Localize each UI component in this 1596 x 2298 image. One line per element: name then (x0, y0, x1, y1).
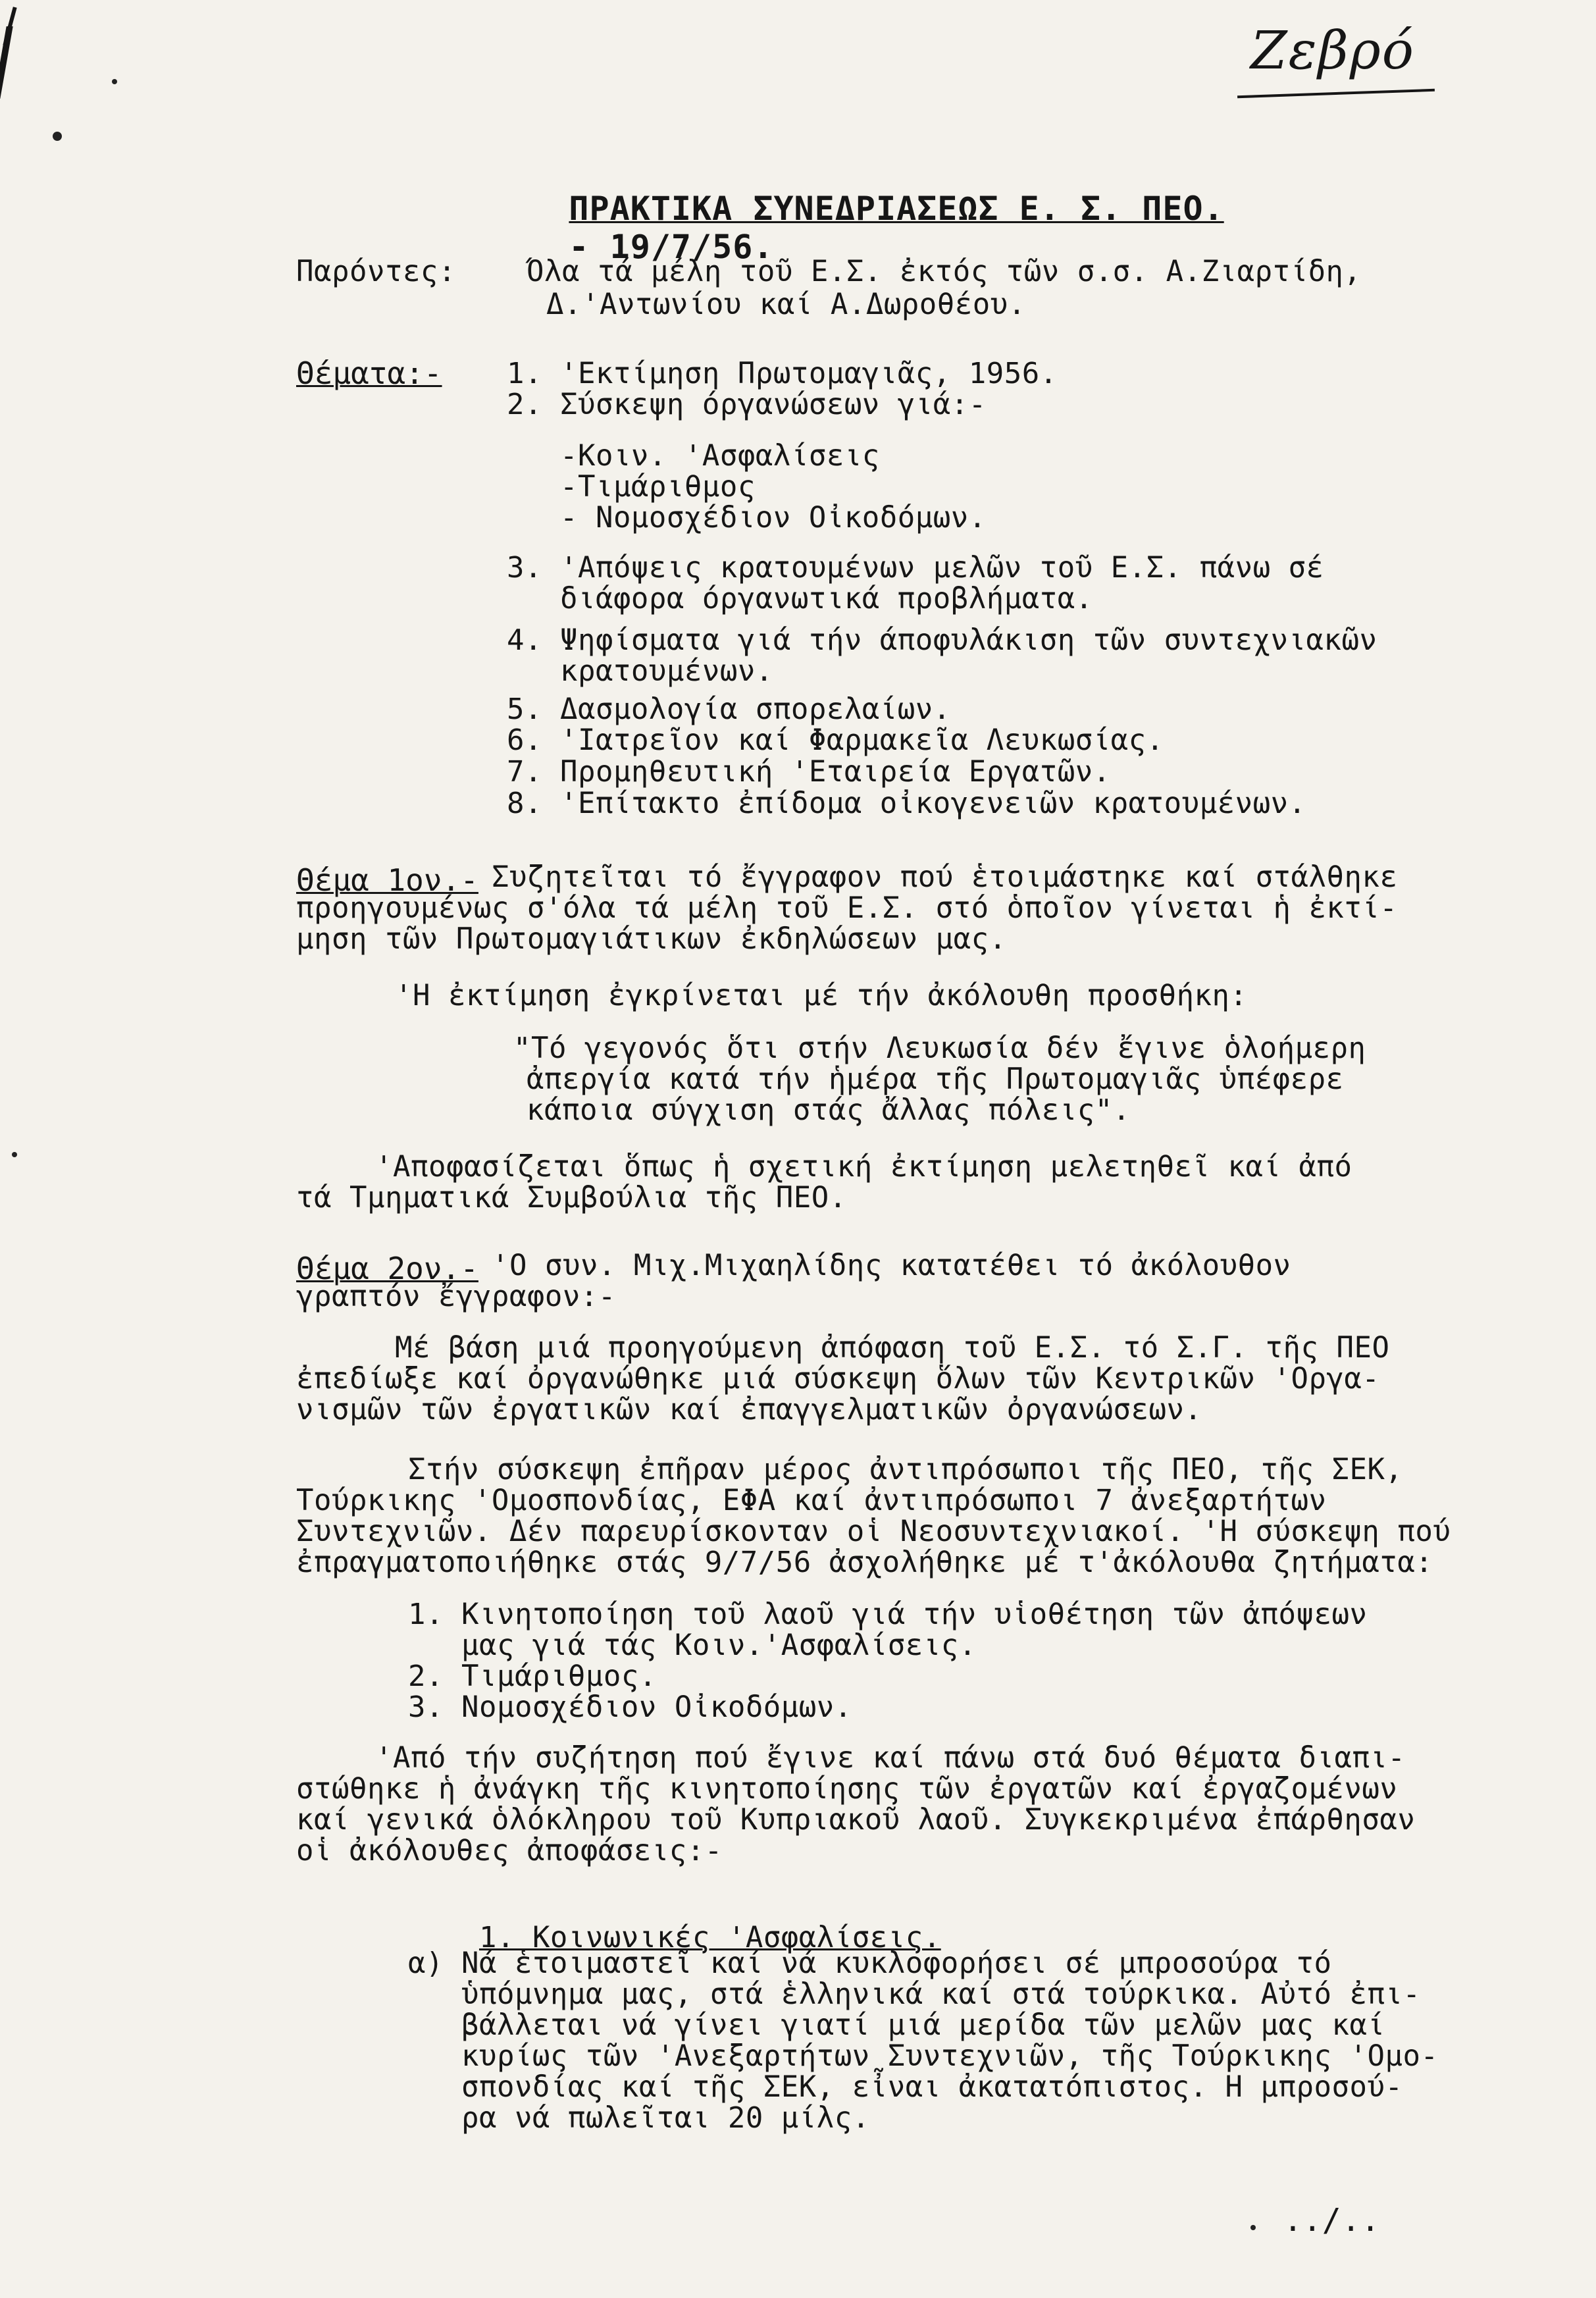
topic1-line: μηση τῶν Πρωτομαγιάτικων ἐκδηλώσεων μας. (296, 922, 1007, 956)
topic1-approval: 'Η ἐκτίμηση ἐγκρίνεται μέ τήν ἀκόλουθη προσθήκη: (395, 979, 1248, 1012)
topic2-list-item: 3. Νομοσχέδιον Οἰκοδόμων. (408, 1690, 852, 1724)
topic2-paragraph: οἱ ἀκόλουθες ἀποφάσεις:- (296, 1834, 723, 1867)
present-line-2: Δ.'Αντωνίου καί Α.Δωροθέου. (546, 288, 1026, 321)
topic-item: 5. Δασμολογία σπορελαίων. (507, 692, 951, 726)
topic-item: 6. 'Ιατρεῖον καί Φαρμακεῖα Λευκωσίας. (507, 723, 1164, 757)
scan-speck (12, 1152, 17, 1157)
title-text: ΠΡΑΚΤΙΚΑ ΣΥΝΕΔΡΙΑΣΕΩΣ Ε. Σ. ΠΕΟ. (569, 190, 1224, 228)
topic2-list-item: 1. Κινητοποίηση τοῦ λαοῦ γιά τήν υἱοθέτηση τῶν ἀπόψεων (408, 1598, 1368, 1631)
topic1-quote: ἀπεργία κατά τήν ἡμέρα τῆς Πρωτομαγιᾶς ὑπέφερε (527, 1062, 1344, 1096)
topic1-line: προηγουμένως σ'όλα τά μέλη τοῦ Ε.Σ. στό ὁποῖον γίνεται ἡ ἐκτί- (296, 891, 1398, 925)
present-line-1: Όλα τά μέλη τοῦ Ε.Σ. ἐκτός τῶν σ.σ. Α.Ζιαρτίδη, (527, 255, 1362, 288)
topic2-paragraph: 'Από τήν συζήτηση πού ἔγινε καί πάνω στά δυό θέματα διαπι- (375, 1741, 1406, 1775)
topic-item: 7. Προμηθευτική 'Εταιρεία Εργατῶν. (507, 755, 1111, 789)
topic-item: 8. 'Επίτακτο ἐπίδομα οἰκογενειῶν κρατουμένων. (507, 787, 1306, 820)
topic2-list-item: μας γιά τάς Κοιν.'Ασφαλίσεις. (408, 1629, 977, 1662)
topic2-paragraph: Μέ βάση μιά προηγούμενη ἀπόφαση τοῦ Ε.Σ. τό Σ.Γ. τῆς ΠΕΟ (395, 1331, 1390, 1365)
topic2-list-item: 2. Τιμάριθμος. (408, 1659, 657, 1693)
topic-item: - Νομοσχέδιον Οἰκοδόμων. (507, 501, 987, 535)
page-continuation: ../.. (1283, 2202, 1380, 2239)
decision-item-a: α) Νά ἑτοιμαστεῖ καί νά κυκλοφορήσει σέ μπροσούρα τό (408, 1946, 1332, 1980)
topic1-decision: 'Αποφασίζεται ὅπως ἡ σχετική ἐκτίμηση μελετηθεῖ καί ἀπό (375, 1150, 1352, 1184)
decision-subheading-text: 1. Κοινωνικές 'Ασφαλίσεις. (478, 1921, 941, 1954)
topic1-quote: "Τό γεγονός ὅτι στήν Λευκωσία δέν ἔγινε ὁλοήμερη (513, 1031, 1366, 1065)
topic-item: 2. Σύσκεψη όργανώσεων γιά:- (507, 388, 987, 421)
title-date: - 19/7/56. (569, 228, 774, 266)
decision-item-a: ρα νά πωλεῖται 20 μίλς. (408, 2101, 870, 2135)
topic-item: -Τιμάριθμος (507, 470, 756, 504)
topic-item: 1. 'Εκτίμηση Πρωτομαγιᾶς, 1956. (507, 357, 1058, 390)
decision-item-a: ὑπόμνημα μας, στά ἑλληνικά καί στά τούρκικα. Αὐτό ἐπι- (408, 1977, 1421, 2011)
topic-item: -Κοιν. 'Ασφαλίσεις (507, 439, 880, 473)
scan-speck (53, 132, 62, 141)
handwritten-annotation: Ζεβρό (1250, 20, 1415, 81)
topic1-label: Θέμα 1ον.- (296, 862, 478, 898)
topic1-decision: τά Τμηματικά Συμβούλια τῆς ΠΕΟ. (296, 1181, 847, 1214)
topic2-paragraph: Συντεχνιῶν. Δέν παρευρίσκονταν οἱ Νεοσυντεχνιακοί. 'Η σύσκεψη πού (296, 1515, 1451, 1548)
decision-item-a: σπονδίας καί τῆς ΣΕΚ, εἶναι ἀκατατόπιστος. Η μπροσού- (408, 2070, 1403, 2104)
scan-speck (1250, 2225, 1256, 2230)
topic-item: διάφορα όργανωτικά προβλήματα. (507, 582, 1093, 615)
handwritten-underline (1237, 89, 1435, 98)
topic2-paragraph: στώθηκε ἡ ἀνάγκη τῆς κινητοποίησης τῶν ἐργατῶν καί ἐργαζομένων (296, 1772, 1398, 1806)
scan-speck (112, 79, 117, 84)
present-label: Παρόντες: (296, 255, 456, 288)
topic2-paragraph: Στήν σύσκεψη ἐπῆραν μέρος ἀντιπρόσωποι τῆς ΠΕΟ, τῆς ΣΕΚ, (408, 1453, 1403, 1486)
topic2-paragraph: ἐπεδίωξε καί ὀργανώθηκε μιά σύσκεψη ὅλων τῶν Κεντρικῶν 'Οργα- (296, 1362, 1380, 1396)
decision-item-a: βάλλεται νά γίνει γιατί μιά μερίδα τῶν μελῶν μας καί (408, 2008, 1385, 2042)
topic2-label: Θέμα 2ον.- (296, 1251, 478, 1286)
topic2-paragraph: ἐπραγματοποιήθηκε στάς 9/7/56 ἀσχολήθηκε μέ τ'ἀκόλουθα ζητήματα: (296, 1546, 1433, 1579)
topics-label: Θέματα:- (296, 355, 442, 391)
topic2-line: γραπτόν ἔγγραφον:- (296, 1280, 616, 1313)
topic2-paragraph: νισμῶν τῶν ἐργατικῶν καί ἐπαγγελματικῶν ὀργανώσεων. (296, 1393, 1202, 1426)
topic1-quote: κάποια σύγχιση στάς ἄλλας πόλεις". (527, 1093, 1131, 1127)
topic2-line: 'Ο συν. Μιχ.Μιχαηλίδης κατατέθει τό ἀκόλουθον (474, 1249, 1291, 1282)
topic2-paragraph: καί γενικά ὁλόκληρου τοῦ Κυπριακοῦ λαοῦ. Συγκεκριμένα ἐπάρθησαν (296, 1803, 1416, 1837)
topic2-paragraph: Τούρκικης 'Ομοσπονδίας, ΕΦΑ καί ἀντιπρόσωποι 7 ἀνεξαρτήτων (296, 1484, 1327, 1517)
decision-item-a: κυρίως τῶν 'Ανεξαρτήτων Συντεχνιῶν, τῆς Τούρκικης 'Ομο- (408, 2039, 1439, 2073)
topic-item: κρατουμένων. (507, 654, 773, 688)
topic1-line: Συζητεῖται τό ἔγγραφον πού ἑτοιμάστηκε καί στάλθηκε (474, 860, 1398, 894)
topic-item: 3. 'Απόψεις κρατουμένων μελῶν τοῦ Ε.Σ. πάνω σέ (507, 551, 1324, 585)
topic-item: 4. Ψηφίσματα γιά τήν άποφυλάκιση τῶν συντεχνιακῶν (507, 623, 1377, 657)
